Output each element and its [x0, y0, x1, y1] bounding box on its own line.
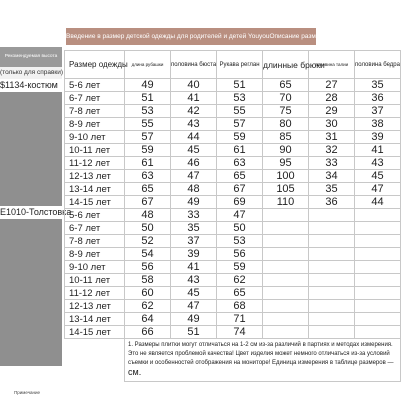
value-cell: 65 [125, 183, 171, 196]
empty-cell [309, 326, 355, 339]
table-row [65, 261, 401, 274]
table-row [65, 313, 401, 326]
page-header: Введение в размер детской одежды для родителей и детей YouyouОписание размера [66, 28, 316, 45]
empty-cell [355, 261, 401, 274]
size-cell: 8-9 лет [65, 118, 125, 131]
table-row [65, 274, 401, 287]
empty-cell [355, 209, 401, 222]
value-cell: 74 [217, 326, 263, 339]
empty-cell [263, 261, 309, 274]
value-cell: 80 [263, 118, 309, 131]
column-header-long-pants: длинные брюки [263, 51, 309, 79]
value-cell: 45 [171, 144, 217, 157]
table-row [65, 235, 401, 248]
size-cell: 13-14 лет [65, 313, 125, 326]
size-cell: 6-7 лет [65, 222, 125, 235]
empty-cell [309, 287, 355, 300]
empty-cell [263, 222, 309, 235]
empty-cell [355, 287, 401, 300]
size-cell: 8-9 лет [65, 248, 125, 261]
value-cell: 50 [217, 222, 263, 235]
value-cell: 34 [309, 170, 355, 183]
value-cell: 51 [217, 79, 263, 92]
value-cell: 90 [263, 144, 309, 157]
value-cell: 61 [125, 157, 171, 170]
value-cell: 63 [217, 157, 263, 170]
note-row [65, 339, 401, 382]
value-cell: 105 [263, 183, 309, 196]
value-cell: 41 [171, 261, 217, 274]
value-cell: 55 [217, 105, 263, 118]
empty-cell [355, 300, 401, 313]
value-cell: 35 [355, 79, 401, 92]
value-cell: 53 [217, 235, 263, 248]
value-cell: 51 [125, 92, 171, 105]
value-cell: 41 [355, 144, 401, 157]
value-cell: 56 [125, 261, 171, 274]
value-cell: 36 [355, 92, 401, 105]
empty-cell [309, 222, 355, 235]
size-cell: 12-13 лет [65, 170, 125, 183]
empty-cell [355, 248, 401, 261]
value-cell: 59 [217, 261, 263, 274]
value-cell: 67 [217, 183, 263, 196]
value-cell: 48 [125, 209, 171, 222]
table-row [65, 248, 401, 261]
value-cell: 49 [171, 313, 217, 326]
value-cell: 33 [171, 209, 217, 222]
value-cell: 41 [171, 92, 217, 105]
table-row [65, 287, 401, 300]
empty-cell [355, 274, 401, 287]
empty-cell [309, 300, 355, 313]
column-header-raglan-sleeve: Рукава реглан [217, 51, 263, 79]
value-cell: 95 [263, 157, 309, 170]
table-header-row [65, 51, 401, 79]
value-cell: 30 [309, 118, 355, 131]
value-cell: 46 [171, 157, 217, 170]
value-cell: 49 [171, 196, 217, 209]
value-cell: 48 [171, 183, 217, 196]
value-cell: 39 [355, 131, 401, 144]
value-cell: 68 [217, 300, 263, 313]
empty-cell [263, 248, 309, 261]
footnote-text: 1. Размеры плитки могут отличаться на 1-2 см из-за различий в партиях и методах измерения. Это не является проблемой качества! Цвет изделия может немного отличаться из-за условий съемки и особенностей отображения на мониторе! Единица измерения в таблице размеров — [128, 342, 394, 366]
value-cell: 58 [125, 274, 171, 287]
value-cell: 27 [309, 79, 355, 92]
value-cell: 47 [171, 300, 217, 313]
footnote [125, 339, 401, 382]
value-cell: 49 [125, 79, 171, 92]
value-cell: 57 [125, 131, 171, 144]
table-row [65, 183, 401, 196]
value-cell: 35 [171, 222, 217, 235]
value-cell: 38 [355, 118, 401, 131]
column-header-size: Размер одежды [65, 51, 125, 79]
value-cell: 57 [217, 118, 263, 131]
value-cell: 56 [217, 248, 263, 261]
value-cell: 37 [355, 105, 401, 118]
value-cell: 100 [263, 170, 309, 183]
value-cell: 31 [309, 131, 355, 144]
empty-cell [263, 209, 309, 222]
size-cell: 13-14 лет [65, 183, 125, 196]
size-cell: 7-8 лет [65, 105, 125, 118]
column-header-half-hip: половина бедра [355, 51, 401, 79]
value-cell: 43 [171, 274, 217, 287]
value-cell: 43 [355, 157, 401, 170]
size-cell: 5-6 лет [65, 209, 125, 222]
group1-side-block [0, 92, 62, 206]
empty-cell [309, 209, 355, 222]
empty-cell [309, 235, 355, 248]
value-cell: 29 [309, 105, 355, 118]
value-cell: 75 [263, 105, 309, 118]
table-row [65, 92, 401, 105]
value-cell: 32 [309, 144, 355, 157]
size-cell: 6-7 лет [65, 92, 125, 105]
footnote-unit: см. [128, 367, 142, 377]
value-cell: 47 [355, 183, 401, 196]
value-cell: 28 [309, 92, 355, 105]
value-cell: 37 [171, 235, 217, 248]
value-cell: 40 [171, 79, 217, 92]
table-row [65, 105, 401, 118]
value-cell: 62 [125, 300, 171, 313]
value-cell: 35 [309, 183, 355, 196]
table-row [65, 131, 401, 144]
value-cell: 59 [217, 131, 263, 144]
value-cell: 65 [217, 287, 263, 300]
value-cell: 85 [263, 131, 309, 144]
value-cell: 36 [309, 196, 355, 209]
table-row [65, 144, 401, 157]
value-cell: 47 [171, 170, 217, 183]
empty-cell [263, 313, 309, 326]
empty-cell [355, 235, 401, 248]
recommended-height-label: Рекомендуемая высота [0, 47, 62, 67]
empty-cell [263, 274, 309, 287]
value-cell: 51 [171, 326, 217, 339]
value-cell: 44 [355, 196, 401, 209]
size-cell: 5-6 лет [65, 79, 125, 92]
empty-cell [309, 313, 355, 326]
size-cell: 10-11 лет [65, 144, 125, 157]
value-cell: 45 [171, 287, 217, 300]
value-cell: 59 [125, 144, 171, 157]
column-header-shirt-length: длина рубашки [125, 51, 171, 79]
value-cell: 110 [263, 196, 309, 209]
value-cell: 65 [217, 170, 263, 183]
table-row [65, 326, 401, 339]
value-cell: 65 [263, 79, 309, 92]
empty-cell [263, 235, 309, 248]
table-row [65, 222, 401, 235]
value-cell: 53 [217, 92, 263, 105]
size-table [64, 50, 401, 382]
size-cell: 14-15 лет [65, 326, 125, 339]
group2-side-block [0, 219, 62, 366]
value-cell: 50 [125, 222, 171, 235]
value-cell: 42 [171, 105, 217, 118]
empty-cell [355, 222, 401, 235]
table-row [65, 79, 401, 92]
value-cell: 63 [125, 170, 171, 183]
size-cell: 10-11 лет [65, 274, 125, 287]
reference-note: (только для справки) [0, 67, 62, 79]
value-cell: 54 [125, 248, 171, 261]
table-row [65, 170, 401, 183]
value-cell: 47 [217, 209, 263, 222]
empty-cell [309, 248, 355, 261]
size-cell: 11-12 лет [65, 157, 125, 170]
value-cell: 43 [171, 118, 217, 131]
value-cell: 45 [355, 170, 401, 183]
table-row [65, 196, 401, 209]
note-spacer-cell [65, 339, 125, 382]
value-cell: 69 [217, 196, 263, 209]
value-cell: 33 [309, 157, 355, 170]
empty-cell [309, 274, 355, 287]
size-cell: 12-13 лет [65, 300, 125, 313]
column-header-half-bust: половина бюста [171, 51, 217, 79]
table-row [65, 118, 401, 131]
table-row [65, 209, 401, 222]
value-cell: 44 [171, 131, 217, 144]
empty-cell [263, 326, 309, 339]
value-cell: 61 [217, 144, 263, 157]
value-cell: 55 [125, 118, 171, 131]
empty-cell [355, 313, 401, 326]
value-cell: 52 [125, 235, 171, 248]
value-cell: 66 [125, 326, 171, 339]
empty-cell [263, 300, 309, 313]
empty-cell [263, 287, 309, 300]
empty-cell [309, 261, 355, 274]
table-row [65, 157, 401, 170]
column-header-half-waist: половина талии [309, 51, 355, 79]
value-cell: 62 [217, 274, 263, 287]
group1-label: $1134-костюм [0, 79, 66, 92]
table-row [65, 300, 401, 313]
value-cell: 53 [125, 105, 171, 118]
size-cell: 7-8 лет [65, 235, 125, 248]
size-cell: 11-12 лет [65, 287, 125, 300]
value-cell: 64 [125, 313, 171, 326]
size-cell: 9-10 лет [65, 261, 125, 274]
group2-label: E1010-Толстовка [0, 207, 72, 217]
value-cell: 60 [125, 287, 171, 300]
value-cell: 67 [125, 196, 171, 209]
empty-cell [355, 326, 401, 339]
size-cell: 14-15 лет [65, 196, 125, 209]
footnote-label: Примечание [14, 390, 41, 395]
size-cell: 9-10 лет [65, 131, 125, 144]
value-cell: 70 [263, 92, 309, 105]
value-cell: 71 [217, 313, 263, 326]
value-cell: 39 [171, 248, 217, 261]
